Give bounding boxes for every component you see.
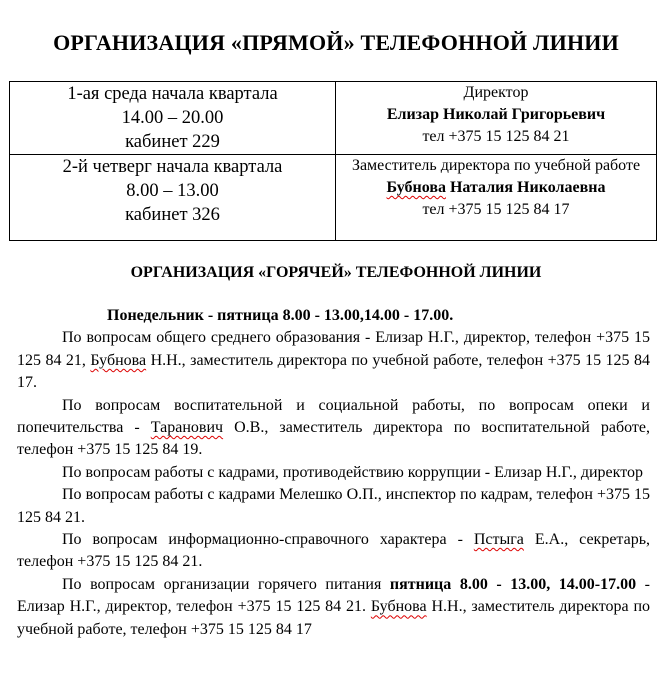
contact-phone: тел +375 15 125 84 21 bbox=[422, 128, 570, 145]
schedule-cell bbox=[10, 82, 336, 155]
contact-position: Заместитель директора по учебной работе bbox=[351, 157, 641, 174]
direct-line-table bbox=[9, 81, 657, 241]
contact-surname: Бубнова bbox=[386, 179, 446, 196]
contact-position: Директор bbox=[463, 84, 529, 101]
contact-phone: тел +375 15 125 84 17 bbox=[422, 201, 570, 218]
table-row bbox=[10, 155, 657, 241]
surname-bubnova: Бубнова bbox=[90, 351, 147, 369]
surname-taranovich: Таранович bbox=[150, 419, 224, 437]
contact-given-names: Наталия Николаевна bbox=[445, 179, 606, 196]
contact-cell bbox=[336, 155, 657, 241]
paragraph-general-education: По вопросам общего среднего образования - Елизар Н.Г., директор, телефон +375 15 125 84 21, Бубнова Н.Н., заместитель директора по учебной работе, телефон +375 15 125 84 17. bbox=[17, 329, 650, 392]
schedule-day: 2-й четверг начала квартала bbox=[62, 157, 283, 177]
schedule-room: кабинет 229 bbox=[125, 132, 220, 152]
catering-hours: пятница 8.00 - 13.00, 14.00-17.00 bbox=[389, 575, 637, 593]
schedule-day: 1-ая среда начала квартала bbox=[67, 84, 278, 104]
paragraph-hr-anticorruption: По вопросам работы с кадрами, противодействию коррупции - Елизар Н.Г., директор bbox=[62, 463, 643, 481]
contact-cell bbox=[336, 82, 657, 155]
schedule-room: кабинет 326 bbox=[125, 205, 220, 225]
hot-line-title: ОРГАНИЗАЦИЯ «ГОРЯЧЕЙ» ТЕЛЕФОННОЙ ЛИНИИ bbox=[130, 264, 542, 281]
paragraph-information: По вопросам информационно-справочного характера - Пстыга Е.А., секретарь, телефон +375 15 125 84 21. bbox=[17, 531, 650, 571]
direct-line-title: ОРГАНИЗАЦИЯ «ПРЯМОЙ» ТЕЛЕФОННОЙ ЛИНИИ bbox=[53, 30, 619, 55]
schedule-cell bbox=[10, 155, 336, 241]
schedule-time: 8.00 – 13.00 bbox=[126, 181, 219, 201]
hot-line-body bbox=[17, 305, 650, 641]
contact-name: Елизар Николай Григорьевич bbox=[386, 106, 606, 123]
paragraph-upbringing: По вопросам воспитательной и социальной работы, по вопросам опеки и попечительства - Таранович О.В., заместитель директора по воспитательной работе, телефон +375 15 125 84 19. bbox=[17, 396, 650, 459]
surname-bubnova: Бубнова bbox=[370, 598, 427, 616]
paragraph-catering: По вопросам организации горячего питания пятница 8.00 - 13.00, 14.00-17.00 - Елизар Н.Г., директор, телефон +375 15 125 84 21. Бубнова Н.Н., заместитель директора по учебной работе, телефон +375 15 125 84 17 bbox=[17, 575, 651, 638]
hot-line-hours: Понедельник - пятница 8.00 - 13.00,14.00 - 17.00. bbox=[107, 307, 454, 324]
surname-pstyga: Пстыга bbox=[473, 531, 524, 549]
paragraph-hr: По вопросам работы с кадрами Мелешко О.П., инспектор по кадрам, телефон +375 15 125 84 21. bbox=[17, 486, 650, 526]
schedule-time: 14.00 – 20.00 bbox=[121, 108, 224, 128]
contact-name bbox=[336, 177, 656, 199]
table-row bbox=[10, 82, 657, 155]
